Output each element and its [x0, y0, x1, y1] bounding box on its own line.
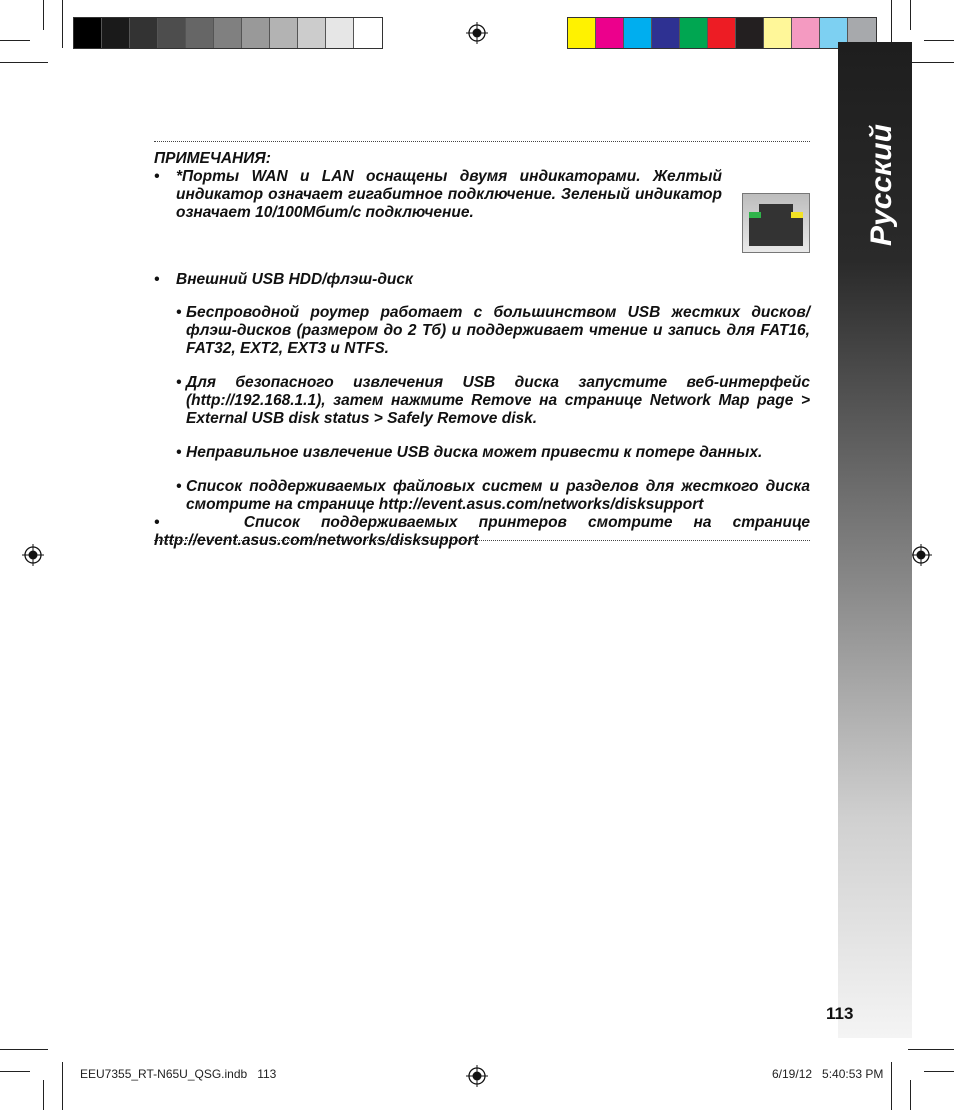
- note-item-ports: [154, 168, 810, 253]
- calibration-swatch: [270, 18, 298, 48]
- green-led-indicator: [749, 212, 761, 218]
- calibration-swatch: [298, 18, 326, 48]
- crop-mark: [924, 40, 954, 41]
- top-dotted-divider: [154, 141, 810, 142]
- crop-mark: [891, 1062, 892, 1110]
- crop-mark: [910, 0, 911, 30]
- calibration-swatch: [74, 18, 102, 48]
- footer-timestamp: 6/19/12 5:40:53 PM: [772, 1067, 884, 1081]
- note-subitem-text: Для безопасного извлечения USB диска запустите веб-интерфейс (http://192.168.1.1), затем нажмите Remove на странице Network Map page > External USB disk status > Safely Remove disk.: [186, 374, 810, 427]
- crop-mark: [62, 1062, 63, 1110]
- note-subitem-text: Беспроводной роутер работает с большинством USB жестких дисков/ флэш-дисков (размером до 2 Тб) и поддерживает чтение и запись для FAT16, FAT32, EXT2, EXT3 и NTFS.: [186, 304, 810, 357]
- note-subitem: [176, 444, 810, 462]
- note-subitem: [176, 304, 810, 358]
- language-tab-label: Русский: [865, 124, 899, 246]
- calibration-swatch: [568, 18, 596, 48]
- footer-file-info: EEU7355_RT-N65U_QSG.indb 113: [80, 1067, 277, 1081]
- note-subitem: [176, 374, 810, 428]
- calibration-swatch: [792, 18, 820, 48]
- crop-mark: [0, 62, 48, 63]
- bullet: •: [154, 514, 160, 531]
- crop-mark: [43, 1080, 44, 1110]
- registration-mark-icon: [910, 544, 932, 566]
- bullet: •: [176, 478, 182, 495]
- yellow-led-indicator: [791, 212, 803, 218]
- calibration-swatch: [326, 18, 354, 48]
- crop-mark: [0, 1049, 48, 1050]
- page-number: 113: [826, 1004, 854, 1023]
- note-subitem-text: Неправильное извлечение USB диска может привести к потере данных.: [186, 444, 763, 461]
- note-item-printers-text: Список поддерживаемых принтеров смотрите на странице http://event.asus.com/networks/disksupport: [154, 514, 810, 549]
- calibration-swatch: [186, 18, 214, 48]
- calibration-swatch: [764, 18, 792, 48]
- bullet: •: [176, 444, 182, 461]
- bullet: •: [154, 271, 160, 288]
- note-item-usb-text: Внешний USB HDD/флэш-диск: [176, 271, 413, 288]
- calibration-swatch: [596, 18, 624, 48]
- calibration-swatch: [102, 18, 130, 48]
- note-item-usb: [154, 271, 810, 289]
- grayscale-calibration-bar: [73, 17, 383, 49]
- calibration-swatch: [130, 18, 158, 48]
- note-subitem: [176, 478, 810, 514]
- crop-mark: [43, 0, 44, 30]
- crop-mark: [891, 0, 892, 48]
- registration-mark-icon: [22, 544, 44, 566]
- calibration-swatch: [158, 18, 186, 48]
- registration-mark-icon: [466, 22, 488, 44]
- calibration-swatch: [736, 18, 764, 48]
- note-item-printers: [154, 514, 810, 550]
- crop-mark: [62, 0, 63, 48]
- bullet: •: [176, 304, 182, 321]
- calibration-swatch: [624, 18, 652, 48]
- crop-mark: [908, 62, 954, 63]
- calibration-swatch: [708, 18, 736, 48]
- bullet: •: [154, 168, 160, 185]
- calibration-swatch: [354, 18, 382, 48]
- calibration-swatch: [242, 18, 270, 48]
- ethernet-port-icon: [742, 193, 810, 253]
- registration-mark-icon: [466, 1065, 488, 1087]
- color-calibration-bar: [567, 17, 877, 49]
- crop-mark: [0, 40, 30, 41]
- crop-mark: [908, 1049, 954, 1050]
- notes-section: [154, 150, 810, 550]
- calibration-swatch: [652, 18, 680, 48]
- calibration-swatch: [680, 18, 708, 48]
- note-item-ports-text: *Порты WAN и LAN оснащены двумя индикаторами. Желтый индикатор означает гигабитное подключение. Зеленый индикатор означает 10/100Мбит/с подключение.: [176, 168, 722, 221]
- bullet: •: [176, 374, 182, 391]
- calibration-swatch: [214, 18, 242, 48]
- notes-heading: ПРИМЕЧАНИЯ:: [154, 150, 271, 167]
- note-subitem-text: Список поддерживаемых файловых систем и разделов для жесткого диска смотрите на странице http://event.asus.com/networks/disksupport: [186, 478, 810, 513]
- crop-mark: [0, 1071, 30, 1072]
- language-tab-title: [852, 90, 912, 280]
- crop-mark: [924, 1071, 954, 1072]
- crop-mark: [910, 1080, 911, 1110]
